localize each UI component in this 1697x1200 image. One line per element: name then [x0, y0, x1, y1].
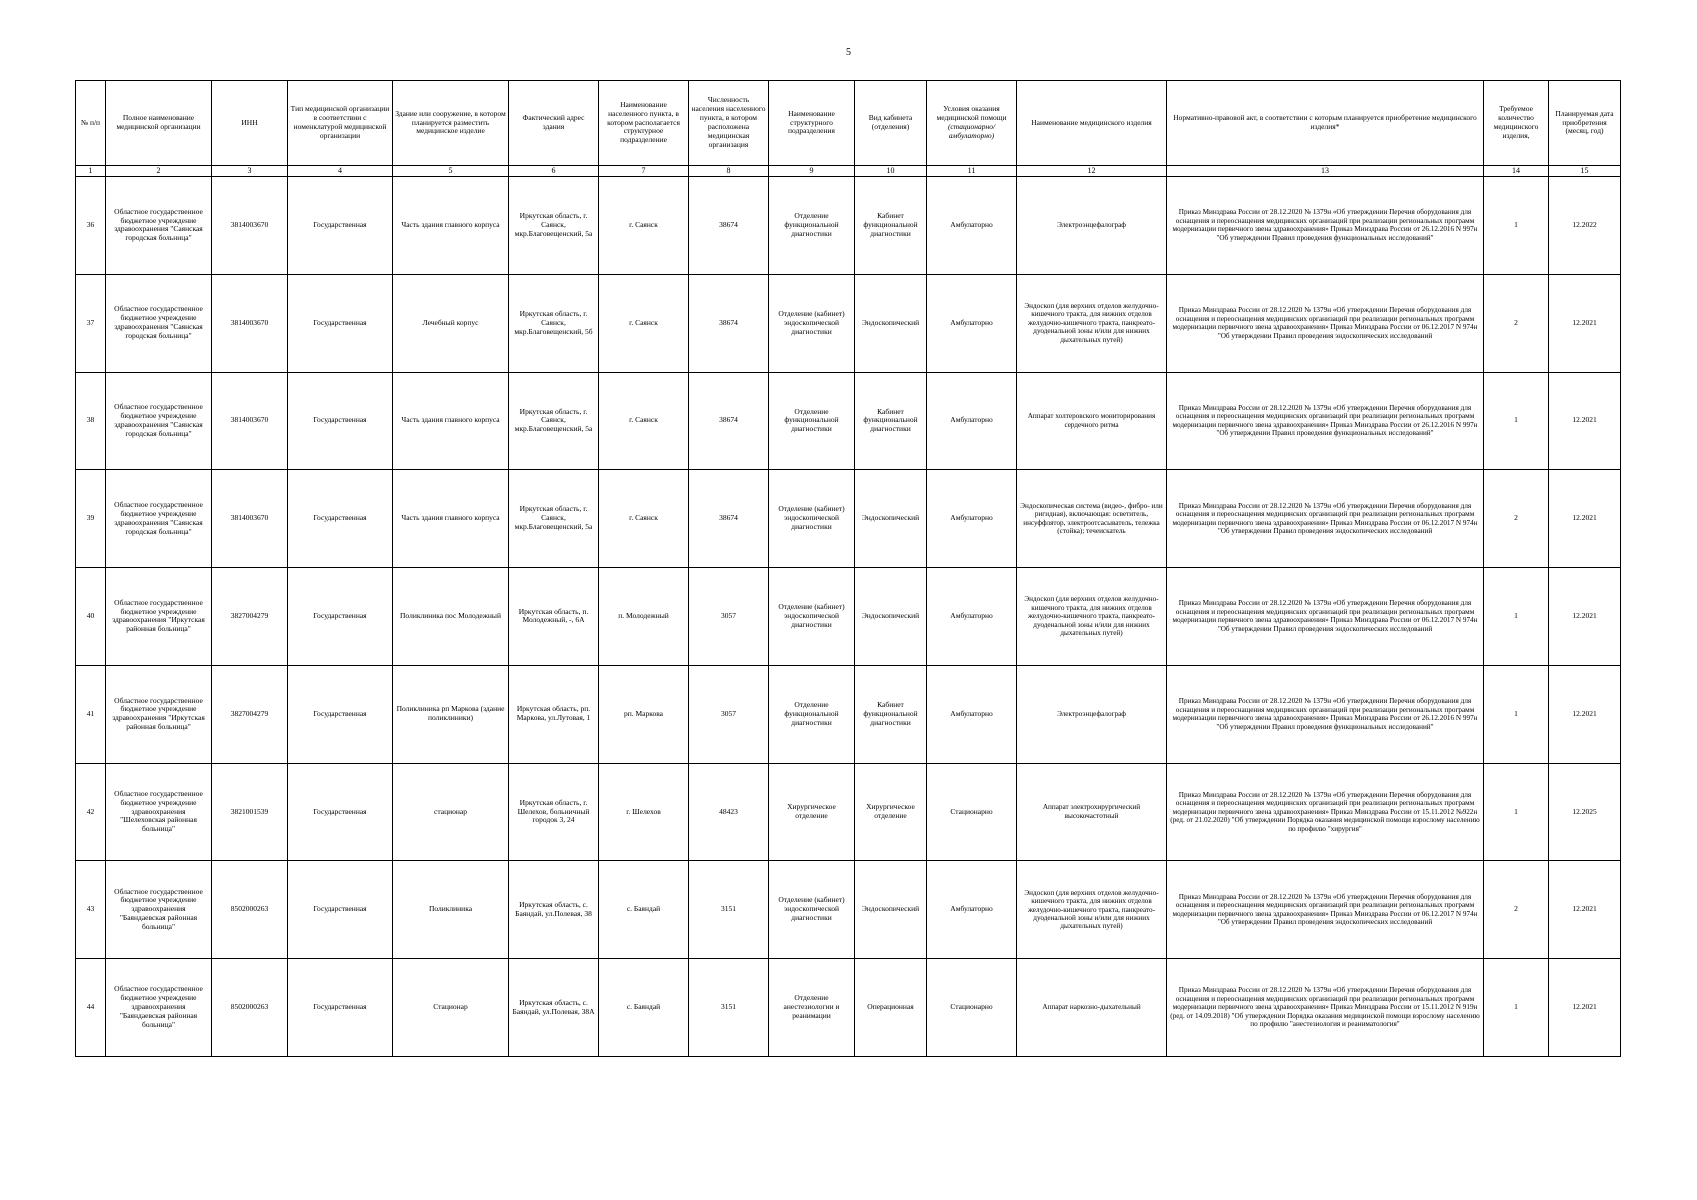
cell-purchase-date: 12.2021	[1549, 274, 1621, 372]
col-header-italic: (стационарно/амбулаторно)	[947, 122, 996, 140]
cell-care-conditions: Амбулаторно	[927, 470, 1017, 568]
cell-org-type: Государственная	[288, 470, 393, 568]
cell-org-name: Областное государственное бюджетное учреждение здравоохранения "Шелеховская районная больница"	[106, 763, 212, 861]
cell-row-number: 37	[76, 274, 106, 372]
cell-building: Часть здания главного корпуса	[393, 372, 509, 470]
cell-room-type: Хирургическое отделение	[855, 763, 927, 861]
cell-inn: 3814003670	[212, 470, 288, 568]
cell-quantity: 1	[1484, 372, 1549, 470]
col-header-conditions	[927, 81, 1017, 166]
cell-device-name: Эндоскоп (для верхних отделов желудочно-кишечного тракта, для нижних отделов желудочно-кишечного тракта, панкреато-дуоденальной зоны и/или для нижних дыхательных путей)	[1017, 568, 1167, 666]
table-row	[76, 861, 1621, 959]
cell-room-type: Эндоскопический	[855, 470, 927, 568]
cell-department: Отделение (кабинет) эндоскопической диагностики	[769, 568, 855, 666]
cell-quantity: 1	[1484, 665, 1549, 763]
col-header: № п/п	[76, 81, 106, 166]
col-number: 4	[288, 166, 393, 177]
cell-settlement: п. Молодежный	[599, 568, 689, 666]
cell-purchase-date: 12.2021	[1549, 470, 1621, 568]
col-number: 1	[76, 166, 106, 177]
cell-department: Отделение анестезиологии и реанимации	[769, 959, 855, 1057]
cell-org-type: Государственная	[288, 665, 393, 763]
cell-settlement: г. Шелехов	[599, 763, 689, 861]
page-number: 5	[846, 47, 851, 58]
cell-care-conditions: Амбулаторно	[927, 568, 1017, 666]
cell-address: Иркутская область, с. Баяндай, ул.Полевая, 38А	[509, 959, 599, 1057]
cell-department: Отделение (кабинет) эндоскопической диагностики	[769, 470, 855, 568]
equipment-table	[75, 80, 1621, 1057]
cell-building: Стационар	[393, 959, 509, 1057]
col-number: 11	[927, 166, 1017, 177]
cell-settlement: с. Баяндай	[599, 861, 689, 959]
cell-building: Часть здания главного корпуса	[393, 177, 509, 275]
cell-building: стационар	[393, 763, 509, 861]
cell-org-name: Областное государственное бюджетное учреждение здравоохранения "Саянская городская больница"	[106, 274, 212, 372]
table-row	[76, 274, 1621, 372]
table-row	[76, 568, 1621, 666]
col-number: 3	[212, 166, 288, 177]
cell-care-conditions: Амбулаторно	[927, 665, 1017, 763]
cell-device-name: Аппарат наркозно-дыхательный	[1017, 959, 1167, 1057]
cell-room-type: Операционная	[855, 959, 927, 1057]
col-header: ИНН	[212, 81, 288, 166]
cell-population: 3057	[689, 665, 769, 763]
cell-org-type: Государственная	[288, 372, 393, 470]
cell-quantity: 2	[1484, 470, 1549, 568]
col-number: 5	[393, 166, 509, 177]
cell-purchase-date: 12.2021	[1549, 959, 1621, 1057]
col-header: Тип медицинской организации в соответствии с номенклатурой медицинской организации	[288, 81, 393, 166]
cell-care-conditions: Амбулаторно	[927, 177, 1017, 275]
col-header: Вид кабинета (отделения)	[855, 81, 927, 166]
cell-address: Иркутская область, п. Молодежный, -, 6А	[509, 568, 599, 666]
cell-room-type: Эндоскопический	[855, 861, 927, 959]
col-header: Фактический адрес здания	[509, 81, 599, 166]
cell-room-type: Эндоскопический	[855, 274, 927, 372]
col-number: 15	[1549, 166, 1621, 177]
cell-address: Иркутская область, г. Саянск, мкр.Благовещенский, 5а	[509, 177, 599, 275]
cell-care-conditions: Амбулаторно	[927, 372, 1017, 470]
cell-row-number: 42	[76, 763, 106, 861]
cell-address: Иркутская область, г. Саянск, мкр.Благовещенский, 5а	[509, 372, 599, 470]
cell-population: 3057	[689, 568, 769, 666]
cell-purchase-date: 12.2022	[1549, 177, 1621, 275]
col-header-text: Условия оказания медицинской помощи	[936, 104, 1007, 123]
cell-regulation: Приказ Минздрава России от 28.12.2020 № 1379н «Об утверждении Перечня оборудования для оснащения и переоснащения медицинских организаций при реализации региональных программ модернизации первичного звена здравоохранения» Приказ Минздрава России от 26.12.2016 N 997н "Об утверждении Правил проведения функциональных исследований"	[1167, 372, 1484, 470]
table-row	[76, 959, 1621, 1057]
cell-purchase-date: 12.2025	[1549, 763, 1621, 861]
cell-quantity: 1	[1484, 959, 1549, 1057]
col-header: Требуемое количество медицинского изделия,	[1484, 81, 1549, 166]
col-header: Наименование медицинского изделия	[1017, 81, 1167, 166]
cell-department: Отделение функциональной диагностики	[769, 372, 855, 470]
col-number: 10	[855, 166, 927, 177]
cell-inn: 3827004279	[212, 568, 288, 666]
cell-regulation: Приказ Минздрава России от 28.12.2020 № 1379н «Об утверждении Перечня оборудования для оснащения и переоснащения медицинских организаций при реализации региональных программ модернизации первичного звена здравоохранения» Приказ Минздрава России от 06.12.2017 N 974н "Об утверждении Правил проведения эндоскопических исследований	[1167, 470, 1484, 568]
header-row	[76, 81, 1621, 166]
cell-address: Иркутская область, рп. Маркова, ул.Лутовая, 1	[509, 665, 599, 763]
col-header: Наименование структурного подразделения	[769, 81, 855, 166]
table-row	[76, 763, 1621, 861]
cell-org-type: Государственная	[288, 177, 393, 275]
column-number-row	[76, 166, 1621, 177]
col-header: Численность населения населенного пункта, в котором расположена медицинская организация	[689, 81, 769, 166]
cell-building: Поликлиника	[393, 861, 509, 959]
cell-building: Лечебный корпус	[393, 274, 509, 372]
cell-regulation: Приказ Минздрава России от 28.12.2020 № 1379н «Об утверждении Перечня оборудования для оснащения и переоснащения медицинских организаций при реализации региональных программ модернизации первичного звена здравоохранения» Приказ Минздрава России от 15.11.2012 №922н (ред. от 21.02.2020) "Об утверждении Порядка оказания медицинской помощи взрослому населению по профилю "хирургия"	[1167, 763, 1484, 861]
cell-org-type: Государственная	[288, 861, 393, 959]
cell-settlement: г. Саянск	[599, 274, 689, 372]
col-number: 6	[509, 166, 599, 177]
col-header: Планируемая дата приобретения (месяц, год)	[1549, 81, 1621, 166]
cell-device-name: Эндоскопическая система (видео-, фибро- или ригидная), включающая: осветитель, инсуффлятор, электроотсасыватель, тележка (стойка); течеискатель	[1017, 470, 1167, 568]
cell-purchase-date: 12.2021	[1549, 665, 1621, 763]
cell-device-name: Аппарат холтеровского мониторирования сердечного ритма	[1017, 372, 1167, 470]
cell-regulation: Приказ Минздрава России от 28.12.2020 № 1379н «Об утверждении Перечня оборудования для оснащения и переоснащения медицинских организаций при реализации региональных программ модернизации первичного звена здравоохранения» Приказ Минздрава России от 26.12.2016 N 997н "Об утверждении Правил проведения функциональных исследований"	[1167, 177, 1484, 275]
cell-population: 3151	[689, 861, 769, 959]
cell-care-conditions: Амбулаторно	[927, 861, 1017, 959]
cell-population: 48423	[689, 763, 769, 861]
cell-org-type: Государственная	[288, 763, 393, 861]
cell-population: 38674	[689, 274, 769, 372]
cell-building: Поликлиника рп Маркова (здание поликлиники)	[393, 665, 509, 763]
table-row	[76, 372, 1621, 470]
cell-org-name: Областное государственное бюджетное учреждение здравоохранения "Иркутская районная больница"	[106, 665, 212, 763]
cell-device-name: Электроэнцефалограф	[1017, 177, 1167, 275]
cell-population: 38674	[689, 470, 769, 568]
col-number: 8	[689, 166, 769, 177]
cell-care-conditions: Стационарно	[927, 959, 1017, 1057]
col-header: Полное наименование медицинской организации	[106, 81, 212, 166]
col-number: 13	[1167, 166, 1484, 177]
cell-care-conditions: Амбулаторно	[927, 274, 1017, 372]
cell-care-conditions: Стационарно	[927, 763, 1017, 861]
cell-row-number: 44	[76, 959, 106, 1057]
cell-address: Иркутская область, г. Саянск, мкр.Благовещенский, 5б	[509, 274, 599, 372]
col-header: Наименование населенного пункта, в котором располагается структурное подразделение	[599, 81, 689, 166]
cell-population: 38674	[689, 177, 769, 275]
cell-room-type: Кабинет функциональной диагностики	[855, 177, 927, 275]
cell-department: Отделение (кабинет) эндоскопической диагностики	[769, 274, 855, 372]
cell-address: Иркутская область, г. Шелехов, больничный городок 3, 24	[509, 763, 599, 861]
col-number: 7	[599, 166, 689, 177]
cell-quantity: 2	[1484, 274, 1549, 372]
cell-inn: 8502000263	[212, 959, 288, 1057]
cell-regulation: Приказ Минздрава России от 28.12.2020 № 1379н «Об утверждении Перечня оборудования для оснащения и переоснащения медицинских организаций при реализации региональных программ модернизации первичного звена здравоохранения» Приказ Минздрава России от 06.12.2017 N 974н "Об утверждении Правил проведения эндоскопических исследований	[1167, 861, 1484, 959]
cell-quantity: 1	[1484, 763, 1549, 861]
cell-building: Поликлиника пос Молодежный	[393, 568, 509, 666]
col-number: 12	[1017, 166, 1167, 177]
cell-settlement: г. Саянск	[599, 372, 689, 470]
cell-device-name: Аппарат электрохирургический высокочастотный	[1017, 763, 1167, 861]
cell-inn: 3814003670	[212, 177, 288, 275]
col-header: Здание или сооружение, в котором планируется разместить медицинское изделие	[393, 81, 509, 166]
cell-row-number: 36	[76, 177, 106, 275]
cell-row-number: 38	[76, 372, 106, 470]
cell-settlement: с. Баяндай	[599, 959, 689, 1057]
cell-org-type: Государственная	[288, 959, 393, 1057]
cell-department: Отделение функциональной диагностики	[769, 665, 855, 763]
cell-inn: 3814003670	[212, 274, 288, 372]
cell-inn: 3814003670	[212, 372, 288, 470]
cell-inn: 3827004279	[212, 665, 288, 763]
cell-org-name: Областное государственное бюджетное учреждение здравоохранения "Баяндаевская районная больница"	[106, 861, 212, 959]
cell-regulation: Приказ Минздрава России от 28.12.2020 № 1379н «Об утверждении Перечня оборудования для оснащения и переоснащения медицинских организаций при реализации региональных программ модернизации первичного звена здравоохранения» Приказ Минздрава России от 26.12.2016 N 997н "Об утверждении Правил проведения функциональных исследований"	[1167, 665, 1484, 763]
cell-settlement: г. Саянск	[599, 470, 689, 568]
cell-room-type: Кабинет функциональной диагностики	[855, 665, 927, 763]
cell-quantity: 2	[1484, 861, 1549, 959]
cell-org-name: Областное государственное бюджетное учреждение здравоохранения "Иркутская районная больница"	[106, 568, 212, 666]
cell-org-name: Областное государственное бюджетное учреждение здравоохранения "Баяндаевская районная больница"	[106, 959, 212, 1057]
cell-quantity: 1	[1484, 177, 1549, 275]
cell-address: Иркутская область, с. Баяндай, ул.Полевая, 38	[509, 861, 599, 959]
cell-row-number: 43	[76, 861, 106, 959]
cell-population: 38674	[689, 372, 769, 470]
cell-org-name: Областное государственное бюджетное учреждение здравоохранения "Саянская городская больница"	[106, 177, 212, 275]
cell-org-type: Государственная	[288, 568, 393, 666]
cell-department: Хирургическое отделение	[769, 763, 855, 861]
cell-quantity: 1	[1484, 568, 1549, 666]
col-header: Нормативно-правовой акт, в соответствии с которым планируется приобретение медицинского изделия*	[1167, 81, 1484, 166]
table-row	[76, 470, 1621, 568]
cell-org-type: Государственная	[288, 274, 393, 372]
cell-row-number: 40	[76, 568, 106, 666]
cell-inn: 8502000263	[212, 861, 288, 959]
col-number: 2	[106, 166, 212, 177]
cell-org-name: Областное государственное бюджетное учреждение здравоохранения "Саянская городская больница"	[106, 470, 212, 568]
col-number: 9	[769, 166, 855, 177]
cell-regulation: Приказ Минздрава России от 28.12.2020 № 1379н «Об утверждении Перечня оборудования для оснащения и переоснащения медицинских организаций при реализации региональных программ модернизации первичного звена здравоохранения» Приказ Минздрава России от 15.11.2012 N 919н (ред. от 14.09.2018) "Об утверждении Порядка оказания медицинской помощи взрослому населению по профилю "анестезиология и реаниматология"	[1167, 959, 1484, 1057]
cell-org-name: Областное государственное бюджетное учреждение здравоохранения "Саянская городская больница"	[106, 372, 212, 470]
cell-population: 3151	[689, 959, 769, 1057]
table-row	[76, 665, 1621, 763]
cell-settlement: г. Саянск	[599, 177, 689, 275]
cell-purchase-date: 12.2021	[1549, 568, 1621, 666]
cell-device-name: Электроэнцефалограф	[1017, 665, 1167, 763]
cell-inn: 3821001539	[212, 763, 288, 861]
cell-regulation: Приказ Минздрава России от 28.12.2020 № 1379н «Об утверждении Перечня оборудования для оснащения и переоснащения медицинских организаций при реализации региональных программ модернизации первичного звена здравоохранения» Приказ Минздрава России от 06.12.2017 N 974н "Об утверждении Правил проведения эндоскопических исследований	[1167, 568, 1484, 666]
cell-purchase-date: 12.2021	[1549, 372, 1621, 470]
cell-department: Отделение (кабинет) эндоскопической диагностики	[769, 861, 855, 959]
cell-room-type: Кабинет функциональной диагностики	[855, 372, 927, 470]
cell-address: Иркутская область, г. Саянск, мкр.Благовещенский, 5а	[509, 470, 599, 568]
cell-purchase-date: 12.2021	[1549, 861, 1621, 959]
table-body	[76, 177, 1621, 1057]
cell-room-type: Эндоскопический	[855, 568, 927, 666]
cell-department: Отделение функциональной диагностики	[769, 177, 855, 275]
cell-device-name: Эндоскоп (для верхних отделов желудочно-кишечного тракта, для нижних отделов желудочно-кишечного тракта, панкреато-дуоденальной зоны и/или для нижних дыхательных путей)	[1017, 274, 1167, 372]
col-number: 14	[1484, 166, 1549, 177]
cell-regulation: Приказ Минздрава России от 28.12.2020 № 1379н «Об утверждении Перечня оборудования для оснащения и переоснащения медицинских организаций при реализации региональных программ модернизации первичного звена здравоохранения» Приказ Минздрава России от 06.12.2017 N 974н "Об утверждении Правил проведения эндоскопических исследований	[1167, 274, 1484, 372]
cell-row-number: 39	[76, 470, 106, 568]
cell-row-number: 41	[76, 665, 106, 763]
table-row	[76, 177, 1621, 275]
cell-building: Часть здания главного корпуса	[393, 470, 509, 568]
cell-settlement: рп. Маркова	[599, 665, 689, 763]
cell-device-name: Эндоскоп (для верхних отделов желудочно-кишечного тракта, для нижних отделов желудочно-кишечного тракта, панкреато-дуоденальной зоны и/или для нижних дыхательных путей)	[1017, 861, 1167, 959]
